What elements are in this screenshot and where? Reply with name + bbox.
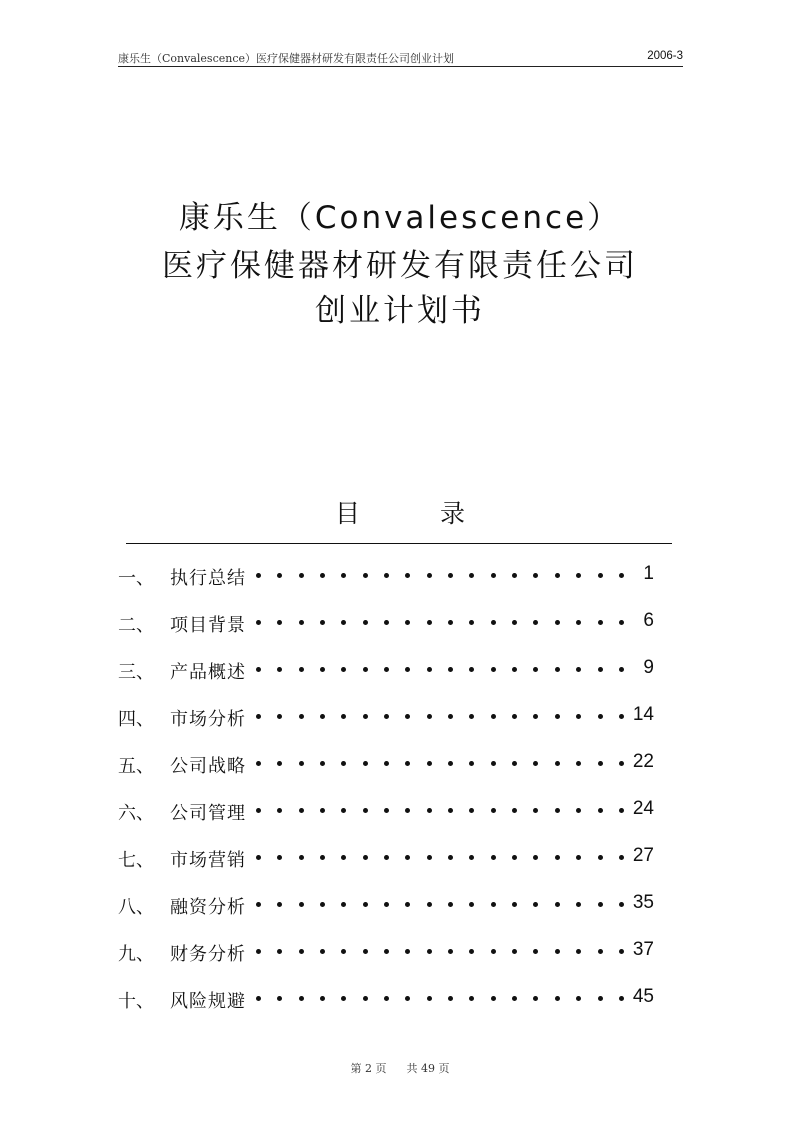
- leader-dot: [512, 902, 517, 907]
- leader-dot: [277, 761, 282, 766]
- leader-dot: [533, 808, 538, 813]
- leader-dot: [427, 902, 432, 907]
- leader-dot: [256, 902, 261, 907]
- leader-dot: [576, 808, 581, 813]
- leader-dot: [512, 714, 517, 719]
- toc-entry-number: 一、: [118, 568, 154, 589]
- leader-dot: [363, 714, 368, 719]
- leader-dot: [341, 714, 346, 719]
- leader-dot: [384, 620, 389, 625]
- page-footer: [0, 1060, 800, 1076]
- toc-entry-label: 财务分析: [170, 944, 246, 965]
- leader-dot: [256, 949, 261, 954]
- leader-dot: [469, 761, 474, 766]
- toc-entry-label: 融资分析: [170, 897, 246, 918]
- leader-dot: [341, 855, 346, 860]
- toc-entry-page: 35: [632, 892, 654, 913]
- leader-dot: [405, 667, 410, 672]
- leader-dot: [405, 620, 410, 625]
- leader-dot: [469, 714, 474, 719]
- leader-dot: [555, 996, 560, 1001]
- leader-dot: [363, 949, 368, 954]
- leader-dot: [598, 573, 603, 578]
- toc-entry-number: 十、: [118, 991, 154, 1012]
- footer-current-page: 第 2 页: [350, 1062, 387, 1075]
- toc-entry-page: 24: [632, 798, 654, 819]
- toc-entry[interactable]: [118, 654, 658, 701]
- leader-dot: [448, 902, 453, 907]
- toc-leader-dots: [256, 983, 624, 1013]
- toc-entry-page: 27: [632, 845, 654, 866]
- toc-entry[interactable]: [118, 560, 658, 607]
- leader-dot: [256, 996, 261, 1001]
- leader-dot: [491, 620, 496, 625]
- toc-entry-label: 产品概述: [170, 662, 246, 683]
- leader-dot: [299, 902, 304, 907]
- leader-dot: [384, 855, 389, 860]
- leader-dot: [598, 996, 603, 1001]
- leader-dot: [277, 996, 282, 1001]
- toc-leader-dots: [256, 842, 624, 872]
- toc-entry-number: 七、: [118, 850, 154, 871]
- leader-dot: [576, 855, 581, 860]
- leader-dot: [256, 620, 261, 625]
- leader-dot: [299, 714, 304, 719]
- leader-dot: [341, 902, 346, 907]
- leader-dot: [491, 949, 496, 954]
- leader-dot: [341, 996, 346, 1001]
- leader-dot: [469, 949, 474, 954]
- leader-dot: [384, 573, 389, 578]
- leader-dot: [384, 808, 389, 813]
- toc-leader-dots: [256, 607, 624, 637]
- leader-dot: [448, 855, 453, 860]
- leader-dot: [555, 573, 560, 578]
- leader-dot: [598, 667, 603, 672]
- leader-dot: [320, 996, 325, 1001]
- toc-heading: [0, 494, 800, 530]
- leader-dot: [491, 808, 496, 813]
- toc-entry-label: 市场营销: [170, 850, 246, 871]
- leader-dot: [256, 573, 261, 578]
- leader-dot: [341, 808, 346, 813]
- leader-dot: [512, 808, 517, 813]
- leader-dot: [384, 667, 389, 672]
- toc-entry-page: 6: [643, 610, 654, 631]
- leader-dot: [363, 996, 368, 1001]
- toc-entry-label: 项目背景: [170, 615, 246, 636]
- leader-dot: [512, 761, 517, 766]
- leader-dot: [469, 996, 474, 1001]
- leader-dot: [448, 667, 453, 672]
- toc-leader-dots: [256, 889, 624, 919]
- leader-dot: [555, 855, 560, 860]
- leader-dot: [299, 949, 304, 954]
- toc-entry-page: 1: [643, 563, 654, 584]
- leader-dot: [448, 573, 453, 578]
- leader-dot: [427, 996, 432, 1001]
- leader-dot: [405, 996, 410, 1001]
- leader-dot: [448, 996, 453, 1001]
- leader-dot: [533, 620, 538, 625]
- leader-dot: [277, 573, 282, 578]
- leader-dot: [598, 761, 603, 766]
- toc-entry-number: 三、: [118, 662, 154, 683]
- leader-dot: [341, 667, 346, 672]
- leader-dot: [576, 761, 581, 766]
- toc-entry[interactable]: [118, 842, 658, 889]
- toc-heading-left: 目: [334, 499, 360, 528]
- leader-dot: [427, 573, 432, 578]
- toc-entry-page: 14: [632, 704, 654, 725]
- leader-dot: [598, 620, 603, 625]
- leader-dot: [598, 855, 603, 860]
- leader-dot: [619, 714, 624, 719]
- leader-dot: [491, 667, 496, 672]
- leader-dot: [576, 902, 581, 907]
- leader-dot: [448, 949, 453, 954]
- toc-entry-number: 六、: [118, 803, 154, 824]
- leader-dot: [448, 714, 453, 719]
- leader-dot: [341, 761, 346, 766]
- leader-dot: [277, 855, 282, 860]
- leader-dot: [384, 996, 389, 1001]
- leader-dot: [491, 902, 496, 907]
- leader-dot: [320, 949, 325, 954]
- leader-dot: [256, 667, 261, 672]
- leader-dot: [619, 949, 624, 954]
- leader-dot: [533, 573, 538, 578]
- leader-dot: [598, 714, 603, 719]
- toc-entry-page: 45: [632, 986, 654, 1007]
- leader-dot: [320, 761, 325, 766]
- leader-dot: [555, 949, 560, 954]
- leader-dot: [491, 573, 496, 578]
- leader-dot: [491, 996, 496, 1001]
- leader-dot: [320, 808, 325, 813]
- footer-total-pages: 共 49 页: [406, 1062, 450, 1075]
- title-line-document-type: 创业计划书: [315, 293, 485, 329]
- toc-entry-page: 37: [632, 939, 654, 960]
- toc-leader-dots: [256, 654, 624, 684]
- leader-dot: [320, 855, 325, 860]
- leader-dot: [555, 808, 560, 813]
- table-of-contents: [118, 560, 658, 1030]
- toc-entry-label: 风险规避: [170, 991, 246, 1012]
- leader-dot: [363, 761, 368, 766]
- toc-leader-dots: [256, 748, 624, 778]
- leader-dot: [320, 902, 325, 907]
- toc-entry[interactable]: [118, 983, 658, 1030]
- leader-dot: [363, 902, 368, 907]
- leader-dot: [555, 667, 560, 672]
- leader-dot: [427, 761, 432, 766]
- leader-dot: [491, 714, 496, 719]
- leader-dot: [405, 855, 410, 860]
- toc-entry-number: 八、: [118, 897, 154, 918]
- leader-dot: [256, 855, 261, 860]
- leader-dot: [555, 761, 560, 766]
- title-line-company-name: 医疗保健器材研发有限责任公司: [162, 248, 638, 284]
- leader-dot: [448, 620, 453, 625]
- header-date: 2006-3: [647, 50, 683, 62]
- leader-dot: [576, 949, 581, 954]
- toc-entry[interactable]: [118, 607, 658, 654]
- leader-dot: [341, 573, 346, 578]
- toc-leader-dots: [256, 936, 624, 966]
- toc-entry-label: 公司战略: [170, 756, 246, 777]
- leader-dot: [320, 573, 325, 578]
- leader-dot: [405, 573, 410, 578]
- toc-entry-label: 公司管理: [170, 803, 246, 824]
- leader-dot: [277, 808, 282, 813]
- leader-dot: [320, 667, 325, 672]
- leader-dot: [320, 620, 325, 625]
- leader-dot: [469, 573, 474, 578]
- toc-entry-label: 市场分析: [170, 709, 246, 730]
- leader-dot: [619, 667, 624, 672]
- leader-dot: [533, 667, 538, 672]
- toc-heading-right: 录: [440, 499, 466, 528]
- leader-dot: [363, 667, 368, 672]
- leader-dot: [299, 761, 304, 766]
- leader-dot: [576, 714, 581, 719]
- leader-dot: [277, 714, 282, 719]
- leader-dot: [598, 902, 603, 907]
- toc-entry-number: 四、: [118, 709, 154, 730]
- leader-dot: [619, 902, 624, 907]
- leader-dot: [619, 996, 624, 1001]
- toc-entry-number: 九、: [118, 944, 154, 965]
- leader-dot: [555, 902, 560, 907]
- leader-dot: [448, 761, 453, 766]
- leader-dot: [448, 808, 453, 813]
- toc-leader-dots: [256, 560, 624, 590]
- leader-dot: [277, 902, 282, 907]
- leader-dot: [576, 667, 581, 672]
- title-line-company-brand: 康乐生（Convalescence）: [178, 200, 622, 236]
- toc-entry[interactable]: [118, 936, 658, 983]
- leader-dot: [491, 855, 496, 860]
- leader-dot: [555, 714, 560, 719]
- leader-dot: [533, 902, 538, 907]
- leader-dot: [427, 620, 432, 625]
- leader-dot: [469, 808, 474, 813]
- leader-dot: [299, 996, 304, 1001]
- leader-dot: [533, 855, 538, 860]
- leader-dot: [299, 620, 304, 625]
- leader-dot: [341, 620, 346, 625]
- leader-dot: [533, 949, 538, 954]
- leader-dot: [405, 761, 410, 766]
- leader-dot: [555, 620, 560, 625]
- leader-dot: [619, 573, 624, 578]
- leader-dot: [533, 714, 538, 719]
- leader-dot: [512, 949, 517, 954]
- leader-dot: [512, 855, 517, 860]
- leader-dot: [619, 855, 624, 860]
- leader-dot: [427, 855, 432, 860]
- leader-dot: [469, 902, 474, 907]
- leader-dot: [469, 855, 474, 860]
- leader-dot: [576, 996, 581, 1001]
- toc-entry[interactable]: [118, 748, 658, 795]
- leader-dot: [427, 667, 432, 672]
- leader-dot: [512, 667, 517, 672]
- leader-dot: [277, 949, 282, 954]
- leader-dot: [341, 949, 346, 954]
- leader-dot: [598, 949, 603, 954]
- toc-leader-dots: [256, 701, 624, 731]
- leader-dot: [427, 949, 432, 954]
- leader-dot: [427, 714, 432, 719]
- toc-entry-label: 执行总结: [170, 568, 246, 589]
- toc-leader-dots: [256, 795, 624, 825]
- toc-entry[interactable]: [118, 701, 658, 748]
- leader-dot: [619, 620, 624, 625]
- leader-dot: [512, 573, 517, 578]
- toc-entry-page: 22: [632, 751, 654, 772]
- leader-dot: [363, 855, 368, 860]
- leader-dot: [469, 620, 474, 625]
- toc-entry[interactable]: [118, 889, 658, 936]
- leader-dot: [363, 573, 368, 578]
- leader-dot: [619, 761, 624, 766]
- leader-dot: [299, 855, 304, 860]
- leader-dot: [299, 573, 304, 578]
- leader-dot: [277, 620, 282, 625]
- leader-dot: [384, 949, 389, 954]
- leader-dot: [533, 996, 538, 1001]
- leader-dot: [299, 808, 304, 813]
- leader-dot: [277, 667, 282, 672]
- toc-entry-page: 9: [643, 657, 654, 678]
- toc-entry-number: 二、: [118, 615, 154, 636]
- leader-dot: [363, 620, 368, 625]
- toc-entry-number: 五、: [118, 756, 154, 777]
- leader-dot: [405, 949, 410, 954]
- leader-dot: [405, 714, 410, 719]
- leader-dot: [320, 714, 325, 719]
- leader-dot: [512, 620, 517, 625]
- leader-dot: [299, 667, 304, 672]
- leader-dot: [384, 902, 389, 907]
- leader-dot: [491, 761, 496, 766]
- leader-dot: [512, 996, 517, 1001]
- toc-entry[interactable]: [118, 795, 658, 842]
- page-header: [118, 48, 683, 67]
- leader-dot: [256, 761, 261, 766]
- toc-divider: [126, 543, 672, 544]
- leader-dot: [619, 808, 624, 813]
- leader-dot: [384, 761, 389, 766]
- leader-dot: [576, 620, 581, 625]
- leader-dot: [469, 667, 474, 672]
- header-document-title: 康乐生（Convalescence）医疗保健器材研发有限责任公司创业计划: [118, 52, 454, 65]
- leader-dot: [576, 573, 581, 578]
- leader-dot: [598, 808, 603, 813]
- leader-dot: [363, 808, 368, 813]
- leader-dot: [427, 808, 432, 813]
- leader-dot: [405, 902, 410, 907]
- leader-dot: [533, 761, 538, 766]
- leader-dot: [405, 808, 410, 813]
- leader-dot: [256, 808, 261, 813]
- leader-dot: [256, 714, 261, 719]
- leader-dot: [384, 714, 389, 719]
